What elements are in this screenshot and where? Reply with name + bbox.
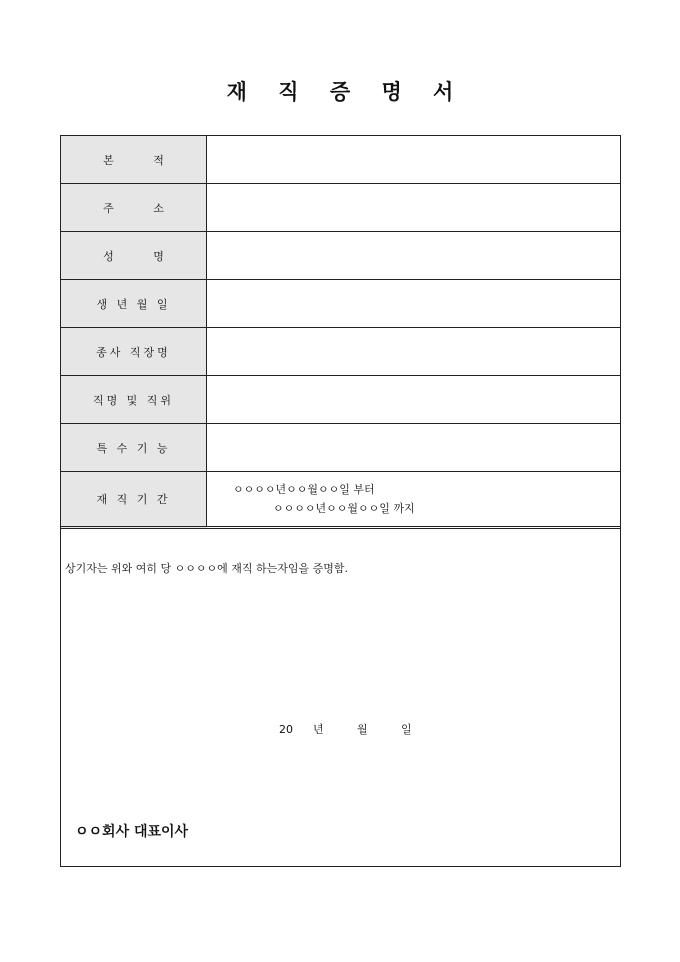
certification-statement: 상기자는 위와 여히 당 ㅇㅇㅇㅇ에 재직 하는자임을 증명함. [65, 562, 348, 575]
field-label-skills: 특 수 기 능 [61, 424, 207, 472]
table-row [61, 376, 620, 424]
field-value-skills[interactable] [207, 424, 621, 472]
table-row [61, 328, 620, 376]
field-value-birthdate[interactable] [207, 280, 621, 328]
field-value-domicile[interactable] [207, 136, 621, 184]
table-row [61, 280, 620, 328]
date-month-unit: 월 [357, 723, 368, 736]
field-value-position[interactable] [207, 376, 621, 424]
field-label-workplace: 종사 직장명 [61, 328, 207, 376]
field-value-name[interactable] [207, 232, 621, 280]
certificate-form [60, 135, 621, 867]
date-year-prefix: 20 [279, 723, 293, 736]
info-table [61, 136, 620, 529]
period-to: ㅇㅇㅇㅇ년ㅇㅇ월ㅇㅇ일 까지 [273, 502, 415, 515]
table-row [61, 184, 620, 232]
date-year-unit: 년 [313, 723, 324, 736]
date-day-unit: 일 [401, 723, 412, 736]
table-row [61, 424, 620, 472]
field-label-position: 직명 및 직위 [61, 376, 207, 424]
field-label-period: 재 직 기 간 [61, 472, 207, 528]
company-signature: ㅇㅇ회사 대표이사 [75, 824, 189, 840]
document-title: 재 직 증 명 서 [226, 79, 466, 104]
table-row [61, 232, 620, 280]
table-row [61, 136, 620, 184]
field-value-workplace[interactable] [207, 328, 621, 376]
field-label-name: 성 명 [61, 232, 207, 280]
issue-date [279, 721, 421, 737]
field-value-period[interactable] [207, 472, 621, 528]
field-label-domicile: 본 적 [61, 136, 207, 184]
field-label-birthdate: 생 년 월 일 [61, 280, 207, 328]
table-row [61, 472, 620, 528]
field-value-address[interactable] [207, 184, 621, 232]
field-label-address: 주 소 [61, 184, 207, 232]
period-from: ㅇㅇㅇㅇ년ㅇㅇ월ㅇㅇ일 부터 [233, 483, 375, 496]
